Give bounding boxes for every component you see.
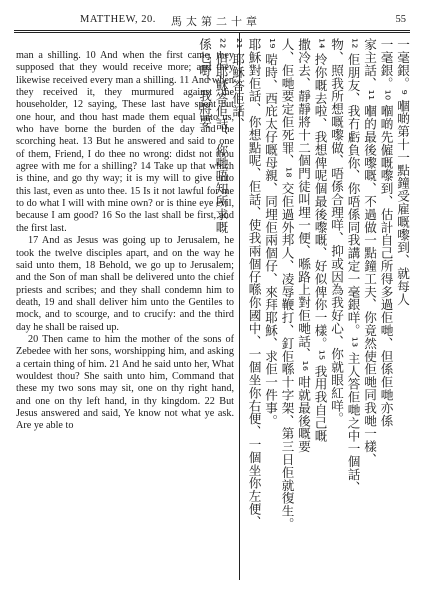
chinese-column-line: ²² 但耶穌答佢話、你哋唔知所求嘅 xyxy=(213,38,229,234)
chinese-column-line: 一毫銀。⁹ 嗰啲第十一點鐘受雇嘅嚟到、就每人 xyxy=(395,38,410,306)
english-paragraph: 17 And as Jesus was going up to Jerusalem, he took the twelve disciples apart, and on the way he said unto them, 18 Behold, we go up to Jerusalem; and the Son of man shall be delivered unto the chief priests and scribes; and they shall condemn him to death, 19 and shall deliver him unto the Gentiles to mock, and to scourge, and to crucify: and the third day he shall be raised up. xyxy=(16,235,234,333)
page-number: 55 xyxy=(395,14,406,25)
header-rule-secondary xyxy=(14,32,410,33)
page-header xyxy=(14,8,410,30)
chinese-column-line: ²¹ 耶穌答佢話、 xyxy=(230,38,245,131)
header-title-english: MATTHEW, 20. xyxy=(80,14,156,25)
chinese-column-line: 耶穌對佢話、你想點呢、佢話、使我兩個仔喺你國中、一個坐你右便、一個坐你左便、 xyxy=(246,38,262,529)
chinese-column-line: ¹² 佢朋友、我冇虧負你、你唔係同我講定一毫銀咩。¹³ 主人答佢哋之中一個話、 xyxy=(345,38,361,494)
english-paragraph: man a shilling. 10 And when the first came, they supposed that they would receive more; and they likewise received every man a shilling. 11 And when they received it, they murmured against the householder, 12 saying, These last have spent but one hour, and thou hast made them equal unto us, who have borne the burden of the day and the scorching heat. 13 But he answered and said to one of them, Friend, I do thee no wrong: didst not thou agree with me for a shilling? 14 Take up that which is thine, and go thy way; it is my will to give unto this last, even as unto thee. 15 Is it not lawful for me to do what I will with mine own? or is thine eye evil, because I am good? 16 So the last shall be first, and the first last. xyxy=(16,50,234,234)
chinese-column-line: 一毫銀。¹⁰ 嗰啲先僱嘅嚟到、估計自己所得多過佢哋、但係佢哋亦係 xyxy=(378,38,394,428)
chinese-column-line: ¹⁹ 啱時、西庇太仔嘅母親、同埋佢兩個仔、來拜耶穌、求佢一件事。 xyxy=(263,38,278,428)
chinese-column-line: 家主話、¹¹ 嗰的最後嚟嘅、不過做一點鐘工夫、你竟然使佢哋同我哋一樣、 xyxy=(362,38,377,466)
chinese-column-line: 物、照我所想嘅嚟做、唔係合理咩、抑或因為我好心、你就眼紅咩。 xyxy=(329,38,344,425)
chinese-column-line: ¹⁴ 拎你嘅去啦、我想俾呢個最後嚟嘅、好似俾你一樣。¹⁵ 我用我自己嘅 xyxy=(312,38,328,443)
chinese-column-line: 人、佢哋要定佢死罪、¹⁸ 交佢過外邦人、凌辱鞭打、釘佢喺十字架、第三日佢就復生。 xyxy=(279,38,295,531)
english-paragraph: 20 Then came to him the mother of the sons of Zebedee with her sons, worshipping him, and asking a certain thing of him. 21 And he said unto her, What wouldest thou? She saith unto him, Command that these my two sons may sit, one on thy right hand, and one on thy left hand, in thy kingdom. 22 But Jesus answered and said, Ye know not what ye ask. Are ye able to xyxy=(16,333,234,432)
chinese-column-line: 撒冷去、靜靜將十二個門徒叫埋一便、喺路上對佢哋話、¹⁶ 咁就最後嘅要 xyxy=(296,38,311,453)
chinese-text-column xyxy=(197,38,410,588)
bible-page xyxy=(14,8,410,592)
chinese-column-line: 係乜嘢、我將要 xyxy=(197,38,212,129)
header-rule xyxy=(14,30,410,31)
header-title-chinese: 馬太第二十章 xyxy=(171,16,261,28)
